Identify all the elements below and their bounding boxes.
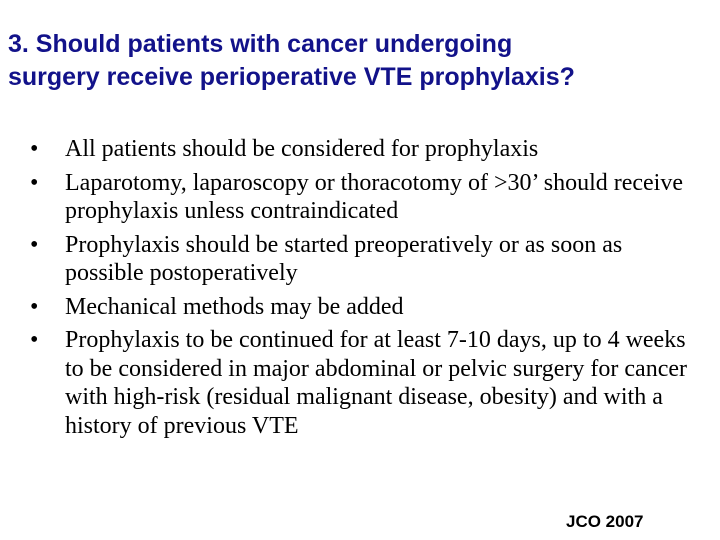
bullet-item-1 <box>30 135 700 164</box>
bullet-item-4 <box>30 293 700 322</box>
bullet-item-3 <box>30 231 700 288</box>
bullet-text-1: All patients should be considered for prophylaxis <box>65 136 539 162</box>
bullet-icon: • <box>30 231 39 258</box>
title-line-2: surgery receive perioperative VTE prophylaxis? <box>8 63 575 91</box>
title-line-1: 3. Should patients with cancer undergoing <box>8 30 513 58</box>
bullet-icon: • <box>30 293 39 320</box>
bullet-icon: • <box>30 169 39 196</box>
bullet-icon: • <box>30 136 39 162</box>
bullet-text-4: Mechanical methods may be added <box>65 293 404 320</box>
bullet-item-5 <box>30 326 700 440</box>
bullet-icon: • <box>30 327 39 353</box>
bullet-text-2: Laparotomy, laparoscopy or thoracotomy of >30’ should receive prophylaxis unless contraindicated <box>65 169 683 224</box>
citation: JCO 2007 <box>566 512 644 531</box>
bullet-text-3: Prophylaxis should be started preoperatively or as soon as possible postoperatively <box>65 231 623 286</box>
slide-title <box>8 28 708 94</box>
bullet-text-5: Prophylaxis to be continued for at least 7-10 days, up to 4 weeks to be considered in major abdominal or pelvic surgery for cancer with high-risk (residual malignant disease, obesity) and with a history of previous VTE <box>65 327 687 439</box>
bullet-list <box>30 135 700 445</box>
bullet-item-2 <box>30 169 700 226</box>
